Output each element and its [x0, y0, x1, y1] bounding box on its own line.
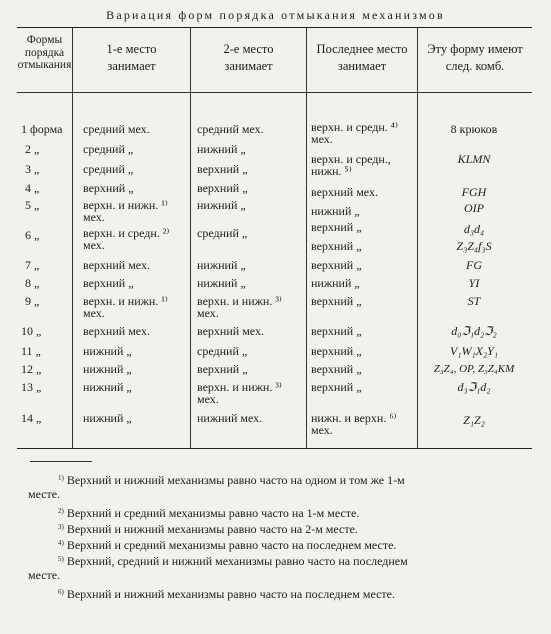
row-last-place: верхний „ — [311, 258, 362, 272]
row-second-place: средний „ — [197, 226, 248, 240]
column-rule — [72, 28, 73, 448]
row-combination: YI — [468, 276, 480, 290]
row-combination: FG — [466, 258, 482, 272]
footnote-1-cont: месте. — [28, 487, 61, 501]
page-title: Вариация форм порядка отмыкания механизмов — [106, 8, 445, 22]
footnote-5: $^{5)}$ Верхний, средний и нижний механизмы равно часто на последнем — [58, 554, 408, 568]
row-second-place: верхний „ — [197, 362, 248, 376]
row-last-place: верхний „ — [311, 380, 362, 394]
row-combination: Z₃Z₄, OP, Z₃Z₄KM — [433, 363, 515, 375]
row-combination: d₀ℑ₁d₂ℑ₂ — [451, 324, 497, 338]
row-last-place-cont: мех. — [311, 423, 333, 437]
row-form-label: 12 „ — [21, 362, 42, 376]
row-first-place: нижний „ — [83, 362, 132, 376]
row-last-place: верхн. и средн. ⁴⁾ — [311, 120, 398, 134]
row-form-label: 10 „ — [21, 324, 42, 338]
row-second-place: нижний „ — [197, 258, 246, 272]
row-first-place: верхн. и нижн. ¹⁾ — [83, 198, 168, 212]
row-last-place: нижний „ — [311, 204, 360, 218]
row-last-place: верхний „ — [311, 324, 362, 338]
row-first-place: верхний „ — [83, 181, 134, 195]
row-second-place: нижний „ — [197, 198, 246, 212]
row-combination: ST — [467, 294, 481, 308]
row-first-place: средний мех. — [83, 122, 150, 136]
row-second-place: верхний мех. — [197, 324, 264, 338]
row-first-place: нижний „ — [83, 411, 132, 425]
row-form-label: 6 „ — [25, 228, 40, 242]
row-combination: Z₁Z₂ — [463, 413, 485, 427]
row-second-place: нижний „ — [197, 142, 246, 156]
row-last-place-cont: мех. — [311, 132, 333, 146]
row-second-place: нижний „ — [197, 276, 246, 290]
row-combination: d₃ℑ₁d₂ — [457, 380, 491, 394]
row-combination: FGH — [461, 185, 487, 199]
row-first-place: нижний „ — [83, 380, 132, 394]
row-last-place-cont: нижн. ⁵⁾ — [311, 164, 352, 178]
header-last-place: Последнее место занимает — [316, 42, 408, 73]
row-form-label: 2 „ — [25, 142, 40, 156]
row-second-place: нижний мех. — [197, 411, 263, 425]
row-last-place: верхний „ — [311, 239, 362, 253]
row-combination: OIP — [464, 201, 484, 215]
header-combinations: Эту форму имеют след. комб. — [427, 42, 523, 73]
row-form-label: 14 „ — [21, 411, 42, 425]
row-first-place-cont: мех. — [83, 210, 105, 224]
row-first-place: верхний мех. — [83, 258, 150, 272]
row-first-place: средний „ — [83, 142, 134, 156]
row-last-place: нижний „ — [311, 276, 360, 290]
row-second-place: верхн. и нижн. ³⁾ — [197, 294, 282, 308]
footnote-6: $^{6)}$ Верхний и нижний механизмы равно часто на последнем месте. — [58, 587, 395, 601]
row-first-place: верхний мех. — [83, 324, 150, 338]
row-last-place: верхний „ — [311, 344, 362, 358]
row-last-place: верхний „ — [311, 220, 362, 234]
row-last-place: верхний „ — [311, 294, 362, 308]
row-first-place: нижний „ — [83, 344, 132, 358]
row-last-place: верхний мех. — [311, 185, 378, 199]
header-first-place: 1-е место занимает — [106, 42, 157, 73]
row-second-place: средний „ — [197, 344, 248, 358]
footnote-separator — [30, 461, 92, 462]
row-first-place: верхн. и нижн. ¹⁾ — [83, 294, 168, 308]
row-form-label: 5 „ — [25, 198, 40, 212]
row-combination: 8 крюков — [450, 122, 498, 136]
row-form-label: 1 форма — [21, 122, 63, 136]
column-rule — [190, 28, 191, 448]
row-second-place-cont: мех. — [197, 392, 219, 406]
row-form-label: 11 „ — [21, 344, 41, 358]
row-combination: Z₃Z₄f₃S — [456, 239, 492, 253]
column-rule — [306, 28, 307, 448]
row-second-place: верхн. и нижн. ³⁾ — [197, 380, 282, 394]
row-first-place: верхн. и средн. ²⁾ — [83, 226, 170, 240]
row-form-label: 3 „ — [25, 162, 40, 176]
row-last-place: верхн. и средн., — [311, 152, 391, 166]
row-second-place: верхний „ — [197, 181, 248, 195]
footnote-1: $^{1)}$ Верхний и нижний механизмы равно часто на одном и том же 1-м — [58, 473, 405, 487]
row-form-label: 8 „ — [25, 276, 40, 290]
row-form-label: 4 „ — [25, 181, 40, 195]
row-form-label: 7 „ — [25, 258, 40, 272]
row-second-place-cont: мех. — [197, 306, 219, 320]
row-form-label: 9 „ — [25, 294, 40, 308]
header-forms: Формы порядка отмыкания — [17, 34, 72, 71]
footnote-3: $^{3)}$ Верхний и нижний механизмы равно часто на 2-м месте. — [58, 522, 358, 536]
row-first-place: верхний „ — [83, 276, 134, 290]
mechanism-table — [17, 27, 532, 449]
row-combination: d₃d₄ — [463, 222, 485, 236]
footnote-4: $^{4)}$ Верхний и средний механизмы равно часто на последнем месте. — [58, 538, 397, 552]
row-second-place: средний мех. — [197, 122, 264, 136]
header-rule — [17, 92, 532, 93]
footnote-5-cont: месте. — [28, 568, 61, 582]
row-form-label: 13 „ — [21, 380, 42, 394]
row-last-place: верхний „ — [311, 362, 362, 376]
row-last-place: нижн. и верхн. ⁶⁾ — [311, 411, 397, 425]
row-combination: V₁W₁X₂Y₁ — [449, 344, 499, 358]
row-first-place: средний „ — [83, 162, 134, 176]
footnote-2: $^{2)}$ Верхний и средний механизмы равно часто на 1-м месте. — [58, 506, 360, 520]
header-second-place: 2-е место занимает — [223, 42, 274, 73]
row-first-place-cont: мех. — [83, 306, 105, 320]
row-combination: KLMN — [457, 152, 491, 166]
row-second-place: верхний „ — [197, 162, 248, 176]
row-first-place-cont: мех. — [83, 238, 105, 252]
